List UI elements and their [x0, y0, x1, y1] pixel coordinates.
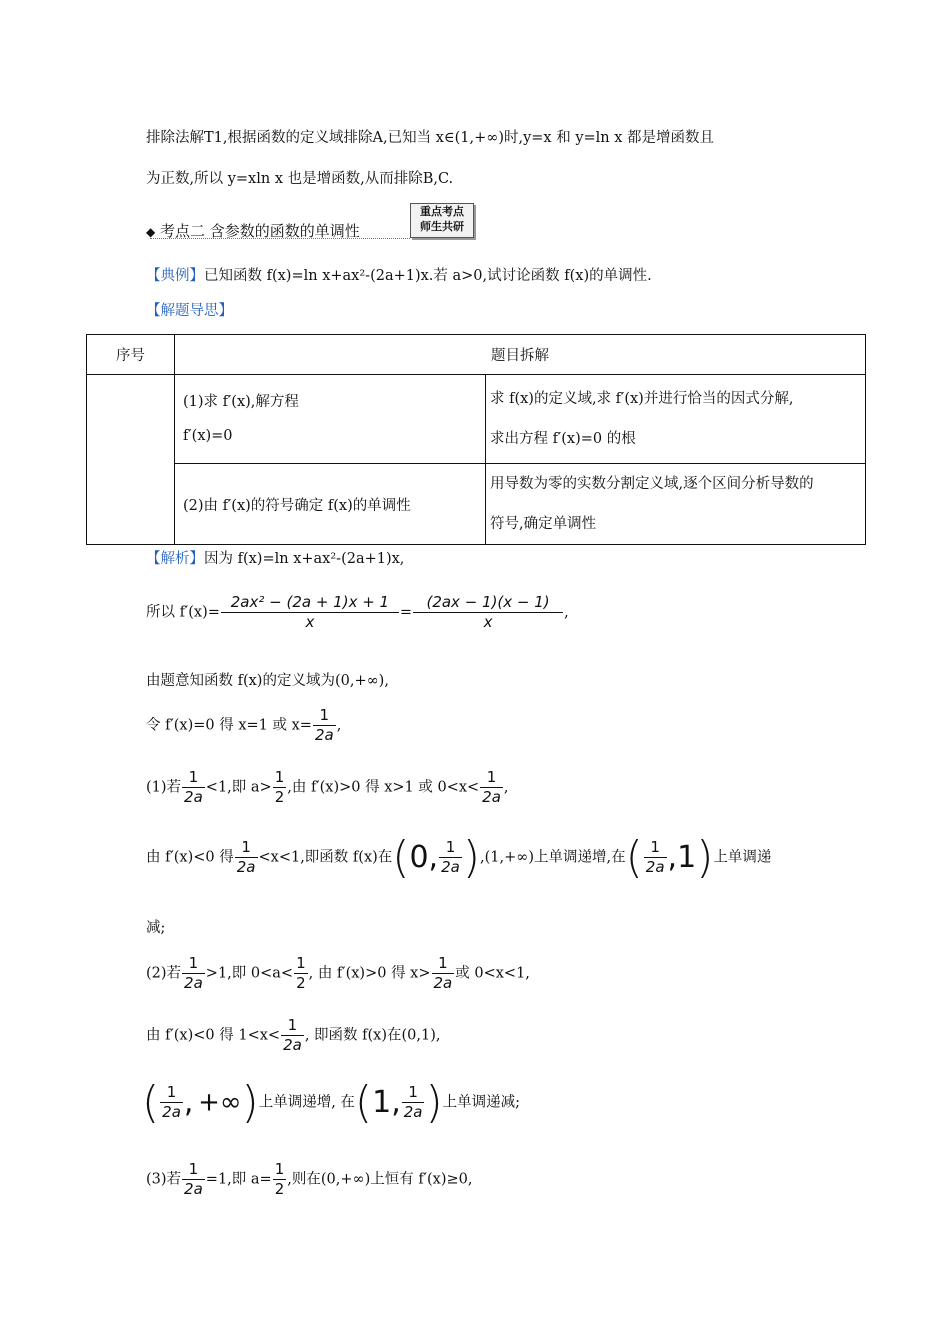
guide-row	[87, 375, 866, 464]
solution-tag: 【解析】	[146, 551, 204, 567]
section-badge	[410, 203, 474, 238]
diamond-icon: ◆	[146, 225, 156, 239]
fraction: $\frac{\text{2ax² − (2a + 1)x + 1}}{x}$	[221, 593, 399, 632]
case-2-decrease-line: 由 f′(x)<0 得 1<x< $\frac{1}{2a}$ , 即函数 f(x)在(0,1),	[146, 1016, 441, 1054]
col-header-index: 序号	[87, 335, 175, 375]
solution-text: 因为 f(x)=ln x+ax²-(2a+1)x,	[204, 551, 405, 567]
badge-line-1: 重点考点	[420, 205, 464, 218]
guide-tag: 【解题导思】	[146, 303, 233, 319]
badge-line-2: 师生共研	[420, 220, 464, 233]
derivative-line: 所以 f′(x)= $\frac{\text{2ax² − (2a + 1)x + 1}}{x}$ = $\frac{(2ax - 1)(x - 1)}{x}$ ,	[146, 593, 569, 631]
fraction: $\frac{1}{2a}$	[645, 838, 665, 876]
fraction: $\frac{1}{2a}$	[184, 954, 203, 992]
example-tag: 【典例】	[146, 268, 204, 284]
guide-step-cell: (1)求 f′(x),解方程 f′(x)=0	[175, 375, 486, 464]
roots-line: 令 f′(x)=0 得 x=1 或 x= $\frac{1}{2a}$ ,	[146, 706, 342, 744]
fraction: $\frac{1}{2a}$	[482, 768, 501, 806]
fraction: $\frac{1}{2a}$	[403, 1083, 423, 1121]
guide-index-cell	[87, 375, 175, 545]
case-1-decrease-line: 由 f′(x)<0 得 $\frac{1}{2a}$ <x<1,即函数 f(x)在(0, $\frac{1}{2a}$ ),(1,+∞)上单调递增,在( $\frac{1}{2a}$ ,1)上单调递	[146, 832, 772, 883]
guide-header-row	[87, 335, 866, 375]
guide-detail-cell: 用导数为零的实数分割定义域,逐个区间分析导数的 符号,确定单调性	[486, 464, 866, 545]
example-text: 已知函数 f(x)=ln x+ax²-(2a+1)x.若 a>0,试讨论函数 f(x)的单调性.	[204, 268, 652, 284]
fraction: $\frac{1}{2a}$	[433, 954, 453, 992]
case-1-line: (1)若 $\frac{1}{2a}$ <1,即 a> $\frac{1}{2}$ ,由 f′(x)>0 得 x>1 或 0<x< $\frac{1}{2a}$ ,	[146, 768, 509, 806]
derivative-label: 所以 f′(x)=	[146, 604, 220, 621]
case-2-line: (2)若 $\frac{1}{2a}$ >1,即 0<a< $\frac{1}{2}$ , 由 f′(x)>0 得 x> $\frac{1}{2a}$ 或 0<x<1,	[146, 954, 530, 992]
decrease-end-line: 减;	[146, 920, 166, 936]
fraction: $\frac{1}{2a}$	[184, 1160, 203, 1198]
guide-row	[87, 464, 866, 545]
solution-line-1	[146, 549, 404, 569]
fraction: $\frac{1}{2a}$	[184, 768, 203, 806]
section-title: 考点二 含参数的函数的单调性	[160, 222, 360, 240]
case-3-line: (3)若 $\frac{1}{2a}$ =1,即 a= $\frac{1}{2}$ ,则在(0,+∞)上恒有 f′(x)≥0,	[146, 1160, 473, 1198]
fraction: $\frac{(2ax - 1)(x - 1)}{x}$	[413, 593, 563, 632]
fraction: $\frac{1}{2a}$	[162, 1083, 181, 1121]
example-line	[146, 266, 652, 286]
guide-step-cell: (2)由 f′(x)的符号确定 f(x)的单调性	[175, 464, 486, 545]
intro-line-2: 为正数,所以 y=xln x 也是增函数,从而排除B,C.	[146, 171, 454, 187]
guide-detail-cell: 求 f(x)的定义域,求 f′(x)并进行恰当的因式分解, 求出方程 f′(x)=0 的根	[486, 375, 866, 464]
fraction: $\frac{1}{2a}$	[441, 838, 460, 876]
intro-line-1: 排除法解T1,根据函数的定义域排除A,已知当 x∈(1,+∞)时,y=x 和 y=ln x 都是增函数且	[146, 130, 715, 146]
guide-table	[86, 334, 866, 545]
domain-line: 由题意知函数 f(x)的定义域为(0,+∞),	[146, 673, 389, 689]
fraction: $\frac{1}{2}$	[274, 1160, 285, 1198]
fraction: $\frac{1}{2a}$	[283, 1016, 302, 1054]
col-header-breakdown: 题目拆解	[175, 335, 866, 375]
fraction: $\frac{1}{2}$	[274, 768, 285, 806]
fraction: $\frac{1}{2a}$	[236, 838, 256, 876]
section-underline	[150, 238, 410, 239]
case-2-interval-line: ( $\frac{1}{2a}$ , +∞)上单调递增, 在(1, $\frac{1}{2a}$ )上单调递减;	[142, 1077, 521, 1128]
fraction: $\frac{1}{2}$	[296, 954, 306, 992]
fraction: $\frac{1}{2a}$	[314, 706, 334, 744]
